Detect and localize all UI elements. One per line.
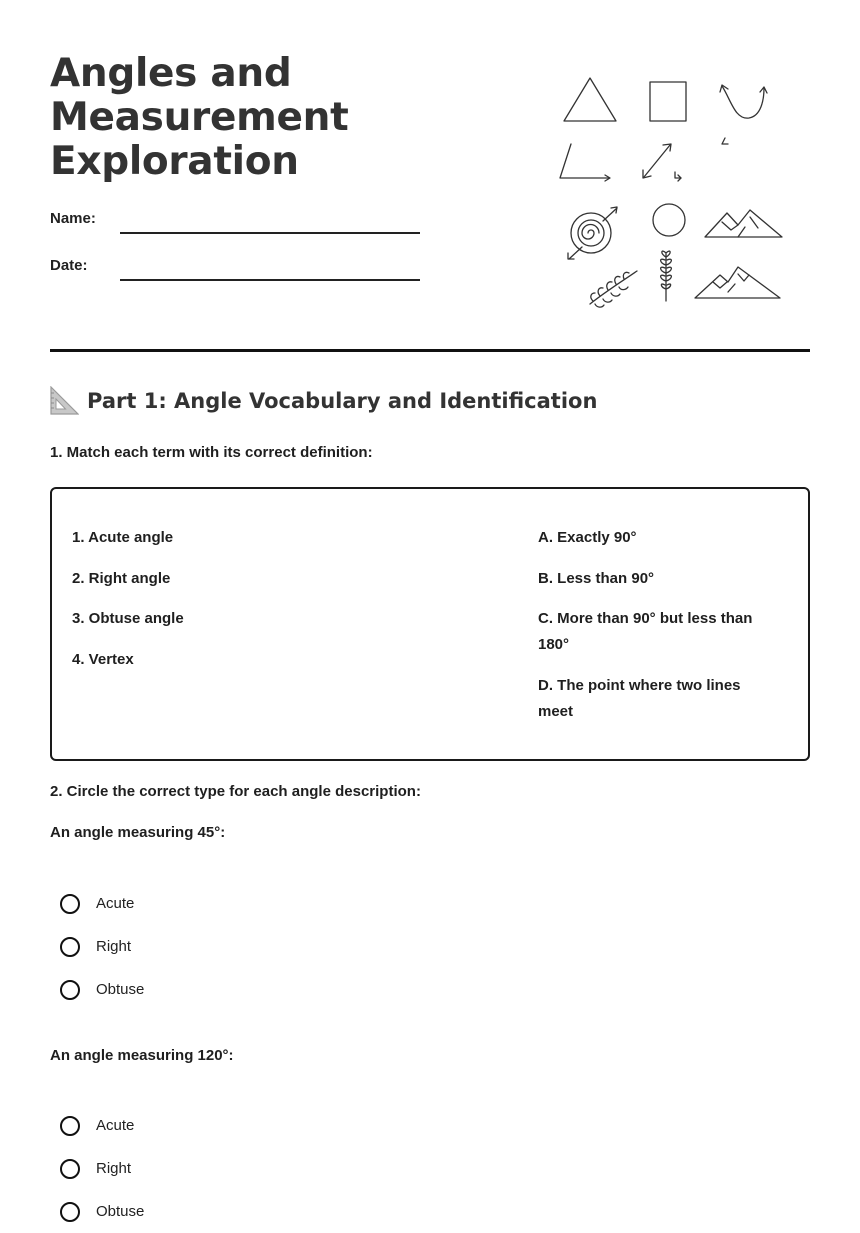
section-title [50, 386, 597, 415]
option-right[interactable] [60, 1147, 144, 1190]
date-label: Date: [50, 257, 88, 274]
option-label: Acute [96, 1117, 135, 1134]
q1-prompt: 1. Match each term with its correct definition: [50, 444, 373, 461]
q2-prompt: 2. Circle the correct type for each angle description: [50, 783, 421, 800]
circle-icon [653, 204, 685, 236]
option-label: Right [96, 1160, 132, 1177]
angle-description: An angle measuring 120°: [50, 1047, 234, 1064]
option-obtuse[interactable] [60, 1190, 144, 1233]
radio-circle[interactable] [60, 894, 80, 914]
square-icon [650, 82, 686, 121]
option-acute[interactable] [60, 882, 144, 925]
option-label: Right [96, 938, 132, 955]
option-acute[interactable] [60, 1104, 144, 1147]
date-field[interactable] [50, 257, 420, 287]
term-item: 4. Vertex [72, 650, 134, 668]
header-divider [50, 349, 810, 352]
curved-arrow-icon [720, 85, 767, 144]
double-arrow-icon [643, 144, 681, 181]
worksheet-page [50, 0, 810, 1220]
spiral-target-icon [568, 207, 617, 259]
radio-circle[interactable] [60, 937, 80, 957]
set-square-icon [50, 386, 79, 415]
term-item: 1. Acute angle [72, 529, 174, 546]
title-line: Exploration [50, 139, 299, 184]
radio-circle[interactable] [60, 1159, 80, 1179]
option-label: Acute [96, 895, 135, 912]
date-write-line[interactable] [120, 279, 420, 281]
angle-description: An angle measuring 45°: [50, 824, 226, 841]
definitions-list [538, 525, 778, 739]
matching-box [50, 487, 810, 761]
mountain-icon [705, 210, 782, 237]
angle-icon [560, 144, 610, 181]
part1-title: Part 1: Angle Vocabulary and Identification [87, 388, 598, 413]
title-line: Angles and [50, 51, 292, 96]
option-label: Obtuse [96, 1203, 145, 1220]
leaf-icon [590, 271, 637, 307]
terms-list [72, 525, 452, 687]
option-right[interactable] [60, 925, 144, 968]
option-group [60, 882, 144, 1011]
title-line: Measurement [50, 95, 349, 140]
definition-item: B. Less than 90° [538, 569, 655, 587]
definition-item: C. More than 90° but less than 180° [538, 610, 753, 653]
option-label: Obtuse [96, 981, 145, 998]
wheat-icon [661, 251, 672, 301]
option-group [60, 1104, 144, 1233]
definition-item: A. Exactly 90° [538, 529, 637, 546]
term-item: 3. Obtuse angle [72, 610, 184, 627]
page-title [50, 52, 348, 184]
name-field[interactable] [50, 210, 420, 240]
name-label: Name: [50, 210, 96, 227]
radio-circle[interactable] [60, 1116, 80, 1136]
radio-circle[interactable] [60, 1202, 80, 1222]
geometry-doodles [555, 70, 795, 315]
mountain-range-icon [695, 267, 780, 298]
triangle-icon [564, 78, 616, 121]
option-obtuse[interactable] [60, 968, 144, 1011]
worksheet-header [50, 0, 810, 352]
definition-item: D. The point where two lines meet [538, 676, 741, 720]
term-item: 2. Right angle [72, 569, 171, 587]
radio-circle[interactable] [60, 980, 80, 1000]
name-write-line[interactable] [120, 232, 420, 234]
